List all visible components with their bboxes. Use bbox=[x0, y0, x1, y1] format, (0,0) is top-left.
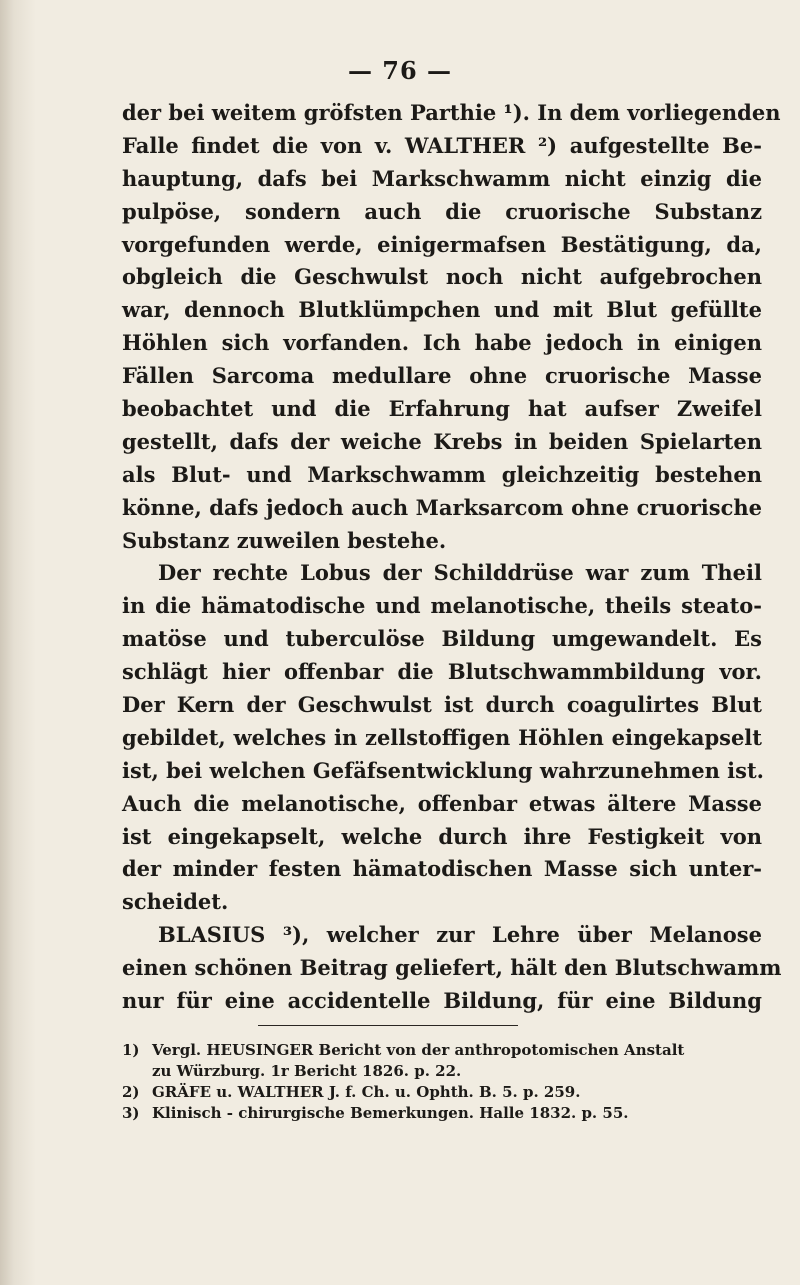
footnote-3 bbox=[122, 1103, 762, 1124]
text-line: ist eingekapselt, welche durch ihre Festigkeit von bbox=[122, 823, 762, 849]
footnote-2 bbox=[122, 1082, 762, 1103]
footnote-number: 1) bbox=[122, 1041, 140, 1059]
text-line: Substanz zuweilen bestehe. bbox=[122, 527, 447, 553]
text-line: Fällen Sarcoma medullare ohne cruorische Masse bbox=[122, 363, 762, 389]
text-line: der minder festen hämatodischen Masse sich unter- bbox=[122, 856, 762, 882]
text-line: war, dennoch Blutklümpchen und mit Blut gefüllte bbox=[122, 297, 762, 323]
text-line: scheidet. bbox=[122, 889, 229, 915]
text-line: der bei weitem gröfsten Parthie ¹). In dem vorliegenden bbox=[122, 100, 781, 125]
text-line: Der Kern der Geschwulst ist durch coagulirtes Blut bbox=[122, 692, 762, 718]
page-number: — 76 — bbox=[347, 56, 453, 85]
text-line: hauptung, dafs bei Markschwamm nicht einzig die bbox=[122, 165, 762, 191]
footnote-1 bbox=[122, 1040, 762, 1061]
text-line: pulpöse, sondern auch die cruorische Substanz bbox=[122, 198, 762, 224]
footnote-number: 2) bbox=[122, 1083, 140, 1101]
text-line: schlägt hier offenbar die Blutschwammbildung vor. bbox=[122, 659, 762, 685]
footnotes bbox=[122, 1040, 762, 1124]
text-line: obgleich die Geschwulst noch nicht aufgebrochen bbox=[122, 264, 762, 290]
footnote-divider bbox=[258, 1025, 518, 1026]
footnote-text: Klinisch - chirurgische Bemerkungen. Halle 1832. p. 55. bbox=[152, 1104, 629, 1122]
text-line: vorgefunden werde, einigermafsen Bestätigung, da, bbox=[122, 231, 762, 257]
footnote-number: 3) bbox=[122, 1104, 140, 1122]
text-line: matöse und tuberculöse Bildung umgewandelt. Es bbox=[122, 626, 762, 652]
text-line: Der rechte Lobus der Schilddrüse war zum Theil bbox=[158, 560, 762, 586]
text-line: ist, bei welchen Gefäfsentwicklung wahrzunehmen ist. bbox=[122, 757, 764, 783]
body-text bbox=[122, 97, 782, 1018]
text-line: gebildet, welches in zellstoffigen Höhlen eingekapselt bbox=[122, 724, 762, 750]
text-line: Falle findet die von v. WALTHER ²) aufgestellte Be- bbox=[122, 132, 762, 158]
text-line: könne, dafs jedoch auch Marksarcom ohne cruorische bbox=[122, 494, 762, 520]
footnote-1-continuation: zu Würzburg. 1r Bericht 1826. p. 22. bbox=[152, 1062, 462, 1080]
text-line: Auch die melanotische, offenbar etwas ältere Masse bbox=[122, 790, 762, 816]
text-line: beobachtet und die Erfahrung hat aufser Zweifel bbox=[122, 396, 762, 422]
text-line: BLASIUS ³), welcher zur Lehre über Melanose bbox=[158, 922, 762, 948]
text-line: nur für eine accidentelle Bildung, für eine Bildung bbox=[122, 988, 762, 1014]
text-line: einen schönen Beitrag geliefert, hält den Blutschwamm bbox=[122, 955, 782, 981]
footnote-text: GRÄFE u. WALTHER J. f. Ch. u. Ophth. B. 5. p. 259. bbox=[152, 1083, 581, 1101]
footnote-text: Vergl. HEUSINGER Bericht von der anthropotomischen Anstalt bbox=[152, 1041, 685, 1059]
text-line: als Blut- und Markschwamm gleichzeitig bestehen bbox=[122, 461, 762, 487]
text-line: in die hämatodische und melanotische, theils steato- bbox=[122, 593, 762, 619]
text-line: Höhlen sich vorfanden. Ich habe jedoch in einigen bbox=[122, 330, 762, 356]
text-line: gestellt, dafs der weiche Krebs in beiden Spielarten bbox=[122, 428, 762, 454]
